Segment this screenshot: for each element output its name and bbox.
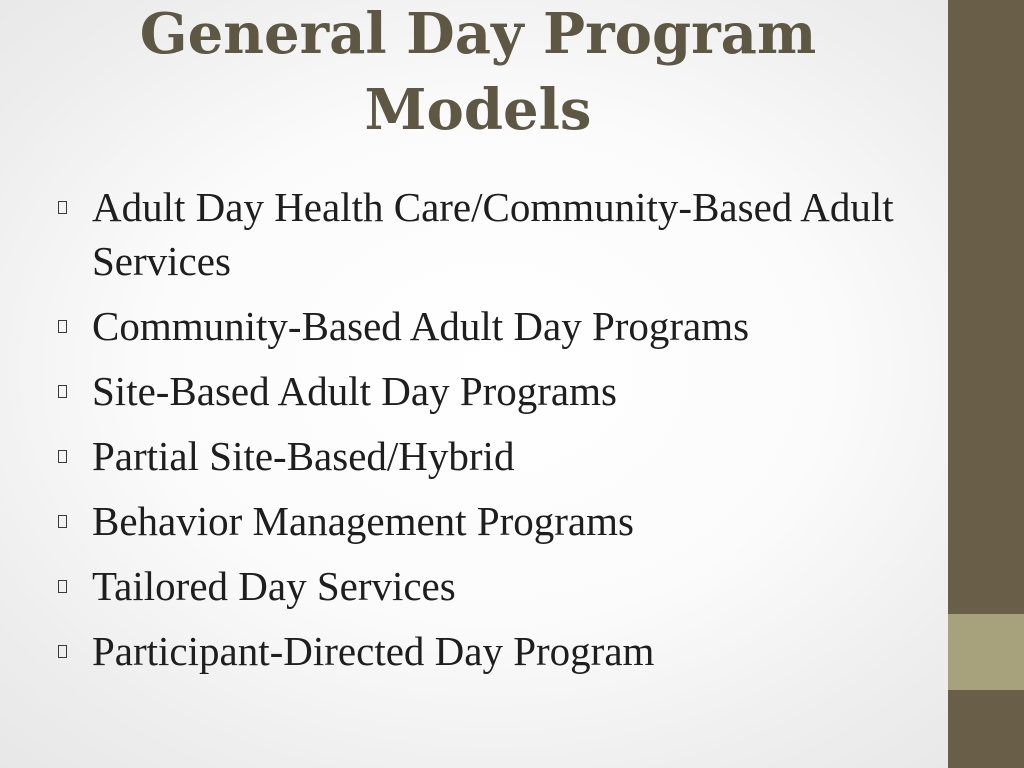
bullet-item (48, 364, 928, 418)
bullet-text: Tailored Day Services (92, 563, 456, 609)
side-bar-accent (948, 614, 1024, 690)
bullet-text: Behavior Management Programs (92, 498, 634, 544)
bullet-list (48, 180, 928, 689)
bullet-text: Partial Site-Based/Hybrid (92, 433, 515, 479)
bullet-item (48, 559, 928, 613)
bullet-text: Community-Based Adult Day Programs (92, 303, 750, 349)
square-bullet-icon (58, 385, 67, 398)
bullet-text: Site-Based Adult Day Programs (92, 368, 617, 414)
square-bullet-icon (58, 580, 67, 593)
bullet-item (48, 429, 928, 483)
square-bullet-icon (58, 450, 67, 463)
square-bullet-icon (58, 320, 67, 333)
bullet-text: Participant-Directed Day Program (92, 628, 655, 674)
square-bullet-icon (58, 201, 67, 214)
bullet-item (48, 299, 928, 353)
square-bullet-icon (58, 515, 67, 528)
bullet-item (48, 624, 928, 678)
square-bullet-icon (58, 645, 67, 658)
bullet-text: Adult Day Health Care/Community-Based Adult Services (92, 184, 894, 284)
bullet-item (48, 180, 928, 288)
slide-title: General Day Program Models (139, 1, 817, 143)
bullet-item (48, 494, 928, 548)
